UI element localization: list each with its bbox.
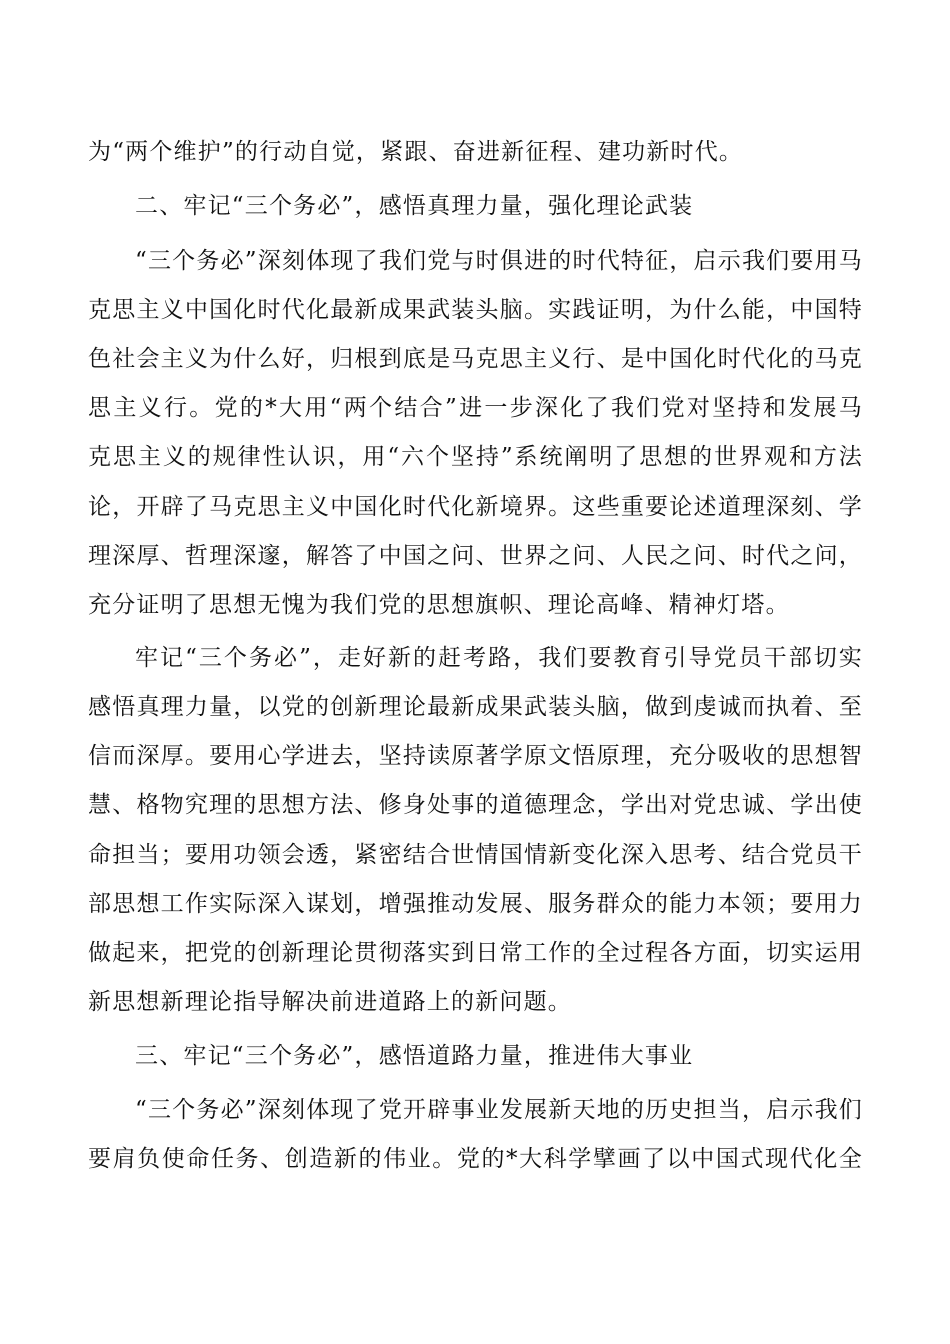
paragraph-line: 要肩负使命任务、创造新的伟业。党的*大科学擘画了以中国式现代化全 xyxy=(88,1146,863,1172)
paragraph-line: 慧、格物究理的思想方法、修身处事的道德理念，学出对党忠诚、学出使 xyxy=(88,792,863,818)
paragraph-line: 色社会主义为什么好，归根到底是马克思主义行、是中国化时代化的马克 xyxy=(88,346,863,372)
paragraph-line: 克思主义中国化时代化最新成果武装头脑。实践证明，为什么能，中国特 xyxy=(88,297,863,323)
paragraph-line: 部思想工作实际深入谋划，增强推动发展、服务群众的能力本领；要用力 xyxy=(88,891,863,917)
paragraph-line: 充分证明了思想无愧为我们党的思想旗帜、理论高峰、精神灯塔。 xyxy=(88,592,790,618)
section-heading-3: 三、牢记“三个务必”，感悟道路力量，推进伟大事业 xyxy=(135,1043,694,1069)
section-heading-2: 二、牢记“三个务必”，感悟真理力量，强化理论武装 xyxy=(135,193,694,219)
paragraph-line: 命担当；要用功领会透，紧密结合世情国情新变化深入思考、结合党员干 xyxy=(88,842,863,868)
paragraph-line: “三个务必”深刻体现了党开辟事业发展新天地的历史担当，启示我们 xyxy=(135,1097,863,1123)
paragraph-line: 克思主义的规律性认识，用“六个坚持”系统阐明了思想的世界观和方法 xyxy=(88,444,863,470)
paragraph-line: 为“两个维护”的行动自觉，紧跟、奋进新征程、建功新时代。 xyxy=(88,139,744,165)
paragraph-line: 信而深厚。要用心学进去，坚持读原著学原文悟原理，充分吸收的思想智 xyxy=(88,743,863,769)
paragraph-line: 做起来，把党的创新理论贯彻落实到日常工作的全过程各方面，切实运用 xyxy=(88,940,863,966)
paragraph-line: 思主义行。党的*大用“两个结合”进一步深化了我们党对坚持和发展马 xyxy=(88,395,863,421)
paragraph-line: 牢记“三个务必”，走好新的赶考路，我们要教育引导党员干部切实 xyxy=(135,645,863,671)
paragraph-line: 新思想新理论指导解决前进道路上的新问题。 xyxy=(88,989,572,1015)
paragraph-line: 论，开辟了马克思主义中国化时代化新境界。这些重要论述道理深刻、学 xyxy=(88,494,863,520)
paragraph-line: 理深厚、哲理深邃，解答了中国之问、世界之问、人民之问、时代之问， xyxy=(88,543,863,569)
paragraph-line: 感悟真理力量，以党的创新理论最新成果武装头脑，做到虔诚而执着、至 xyxy=(88,694,863,720)
paragraph-line: “三个务必”深刻体现了我们党与时俱进的时代特征，启示我们要用马 xyxy=(135,248,863,274)
